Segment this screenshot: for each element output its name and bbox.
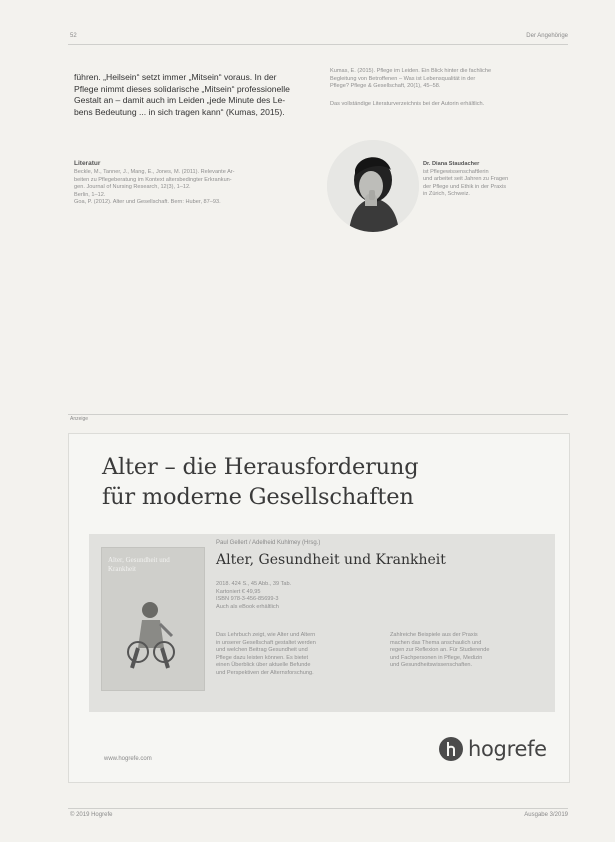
right-line: Pflege? Pflege & Gesellschaft, 20(1), 45–58. xyxy=(330,83,441,90)
book-spec: 2018. 424 S., 45 Abb., 39 Tab. xyxy=(216,581,292,587)
article-line: führen. „Heilsein“ setzt immer „Mitsein“ voraus. In der xyxy=(74,72,277,82)
author-bio xyxy=(423,161,571,199)
ad-separator xyxy=(68,414,568,415)
desc-line: und Gesundheitswissenschaften. xyxy=(390,662,473,669)
desc-line: Pflege dazu leisten können. Es bietet xyxy=(216,654,309,661)
literature-section xyxy=(74,160,324,207)
elderly-figure-illustration-icon xyxy=(102,548,204,690)
author-name: Dr. Diana Staudacher xyxy=(423,161,480,167)
book-info-box xyxy=(89,534,555,712)
book-spec: Kartoniert € 49,95 xyxy=(216,588,261,595)
hogrefe-logo[interactable] xyxy=(439,737,547,761)
literature-entry: gen. Journal of Nursing Research, 12(3), 1–12. xyxy=(74,184,191,191)
hogrefe-logo-icon xyxy=(439,737,463,761)
desc-line: Zahlreiche Beispiele aus der Praxis xyxy=(390,632,478,638)
right-line: Kumas, E. (2015). Pflege im Leiden. Ein Blick hinter die fachliche xyxy=(330,68,492,74)
book-cover[interactable] xyxy=(101,547,205,691)
ad-headline-line: Alter – die Herausforderung xyxy=(102,454,419,480)
desc-line: Das Lehrbuch zeigt, wie Alter und Altern xyxy=(216,632,316,638)
article-closing-text xyxy=(74,72,322,118)
right-line: Das vollständige Literaturverzeichnis bei der Autorin erhältlich. xyxy=(330,100,485,107)
ad-label: Anzeige xyxy=(70,416,89,422)
literature-entry: Goa, P. (2012). Alter und Gesellschaft. Bern: Huber, 87–93. xyxy=(74,199,221,206)
desc-line: und welchen Beitrag Gesundheit und xyxy=(216,647,308,654)
right-line xyxy=(330,91,568,101)
literature-entry: beiten zu Pflegeberatung im Kontext altersbedingter Erkrankun- xyxy=(74,176,232,183)
book-spec: Auch als eBook erhältlich xyxy=(216,603,279,610)
literature-heading: Literatur xyxy=(74,160,101,167)
desc-line: einen Überblick über aktuelle Befunde xyxy=(216,662,311,669)
article-right-column xyxy=(330,68,568,108)
desc-line: und Perspektiven der Alternsforschung. xyxy=(216,669,314,676)
book-spec: ISBN 978-3-456-85699-3 xyxy=(216,596,279,603)
ad-url-link[interactable]: www.hogrefe.com xyxy=(104,756,152,762)
desc-line: machen das Thema anschaulich und xyxy=(390,639,482,646)
article-line: Pflege nimmt dieses solidarische „Mitsein“ professionelle xyxy=(74,83,290,94)
bio-line: der Pflege und Ethik in der Praxis xyxy=(423,183,507,190)
article-line: bens Bedeutung ... in sich tragen kann“ (Kumas, 2015). xyxy=(74,106,285,117)
footer-right: Ausgabe 3/2019 xyxy=(524,812,568,818)
article-line: Gestalt an – damit auch im Leiden „jede Minute des Le- xyxy=(74,95,286,105)
literature-entry: Beckle, M., Tanner, J., Mang, E., Jones, M. (2011). Relevante Ar- xyxy=(74,169,235,175)
book-advertisement[interactable] xyxy=(68,433,570,783)
page-number: 52 xyxy=(70,33,77,39)
publisher-name: hogrefe xyxy=(468,737,547,761)
footer-rule xyxy=(68,808,568,809)
portrait-photo-icon xyxy=(327,140,419,232)
book-specs xyxy=(216,581,291,611)
literature-entry: Berlin, 1–12. xyxy=(74,191,106,198)
desc-line: regen zur Reflexion an. Für Studierende xyxy=(390,647,490,654)
desc-line: in unserer Gesellschaft gestaltet werden xyxy=(216,639,316,646)
bio-line: ist Pflegewissenschaftlerin xyxy=(423,168,489,175)
ad-headline xyxy=(102,452,418,512)
ad-headline-line: für moderne Gesellschaften xyxy=(102,484,414,510)
bio-line: in Zürich, Schweiz. xyxy=(423,191,470,198)
journal-name: Der Angehörige xyxy=(526,33,568,39)
right-line: Begleitung von Betroffenen – Was ist Lebensqualität in der xyxy=(330,75,476,82)
book-cover-title: Alter, Gesundheit und Krankheit xyxy=(108,556,170,573)
bio-line: und arbeitet seit Jahren zu Fragen xyxy=(423,176,509,183)
book-title[interactable]: Alter, Gesundheit und Krankheit xyxy=(216,552,446,568)
author-portrait xyxy=(327,140,419,232)
book-description-left xyxy=(216,632,374,678)
book-description-right xyxy=(390,632,548,670)
header-rule xyxy=(68,44,568,45)
desc-line: und Fachpersonen in Pflege, Medizin xyxy=(390,654,483,661)
book-authors: Paul Gellert / Adelheid Kuhlmey (Hrsg.) xyxy=(216,540,321,546)
footer-left: © 2019 Hogrefe xyxy=(70,812,113,818)
